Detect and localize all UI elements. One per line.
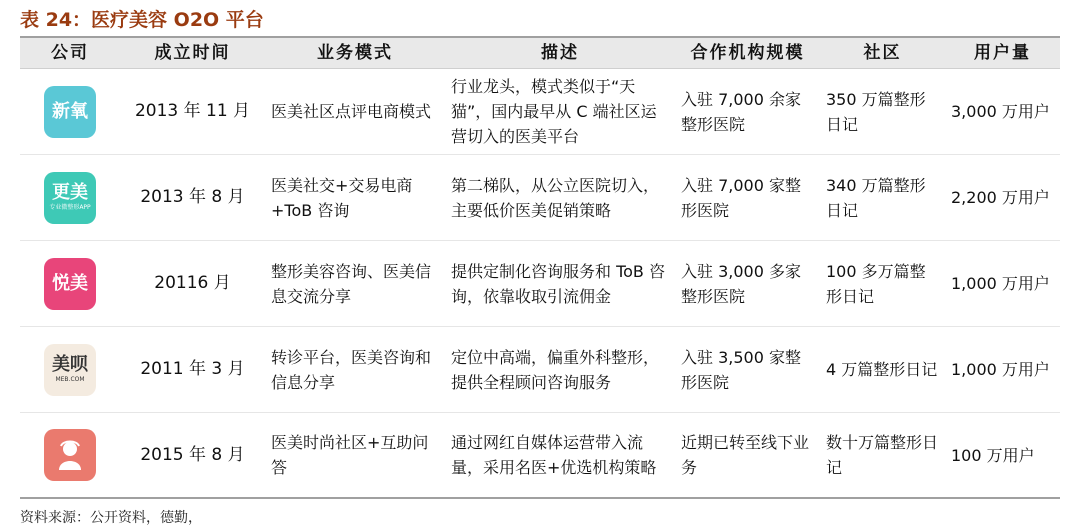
community-cell [820,327,945,412]
header-founded: 成立时间 [154,43,231,63]
yuemei-logo [44,258,96,310]
description-cell [445,69,675,154]
users-text: 1,000 万用户 [951,360,1050,379]
users-text: 100 万用户 [951,445,1035,465]
source-note: 资料来源：公开资料，德勤， [20,510,202,526]
partners-text: 近期已转至线下业务 [681,433,810,477]
logo-text: 更美 [52,181,88,203]
users-text: 3,000 万用户 [951,102,1050,121]
face-figure-icon [53,438,87,472]
community-text: 100 多万篇整形日记 [826,261,926,306]
description-cell [445,241,675,326]
community-cell [820,413,945,497]
users-cell [945,413,1060,497]
logo-text: 悦美 [52,272,88,294]
description-text: 通过网红自媒体运营带入流量，采用名医+优选机构策略 [451,433,657,477]
founded-cell [120,241,265,326]
partners-cell [675,241,820,326]
description-text: 行业龙头，模式类似于“天猫”，国内最早从 C 端社区运营切入的医美平台 [451,77,657,146]
founded-cell [120,327,265,412]
logo-subtext: MEB.COM [55,375,85,383]
company-cell [20,241,120,326]
gengmei-logo [44,172,96,224]
header-company: 公司 [51,43,89,63]
model-text: 医美社交+交易电商+ToB 咨询 [271,175,413,220]
community-text: 数十万篇整形日记 [826,433,939,477]
partners-text: 入驻 3,500 家整形医院 [681,347,801,392]
company-cell [20,69,120,154]
community-text: 340 万篇整形日记 [826,175,926,220]
model-cell [265,413,445,497]
founded-text: 2011 年 3 月 [140,359,245,379]
table-row [20,155,1060,241]
partners-cell [675,69,820,154]
model-cell [265,155,445,240]
table-row [20,327,1060,413]
table-row [20,69,1060,155]
founded-text: 20116 月 [154,273,231,293]
o2o-platform-table [20,36,1060,499]
company-cell [20,327,120,412]
community-cell [820,155,945,240]
users-text: 2,200 万用户 [951,188,1050,207]
users-cell [945,241,1060,326]
model-text: 转诊平台，医美咨询和信息分享 [271,347,432,392]
logo-subtext: 专业微整形APP [49,203,91,211]
partners-cell [675,327,820,412]
founded-text: 2013 年 8 月 [140,187,245,207]
description-text: 第二梯队，从公立医院切入，主要低价医美促销策略 [451,175,660,220]
table-title: 表 24：医疗美容 O2O 平台 [20,9,264,31]
users-text: 1,000 万用户 [951,274,1050,293]
description-cell [445,413,675,497]
table-row [20,413,1060,499]
company-cell [20,413,120,497]
header-community: 社区 [863,43,902,63]
founded-cell [120,413,265,497]
model-text: 整形美容咨询、医美信息交流分享 [271,261,432,306]
header-partner-scale: 合作机构规模 [690,43,805,63]
header-business-model: 业务模式 [317,43,393,63]
description-cell [445,155,675,240]
header-description: 描述 [541,43,579,63]
partners-text: 入驻 3,000 多家整形医院 [681,261,801,306]
model-text: 医美社区点评电商模式 [271,102,432,121]
model-cell [265,327,445,412]
description-text: 提供定制化咨询服务和 ToB 咨询，依靠收取引流佣金 [451,261,665,306]
users-cell [945,69,1060,154]
meibei-logo [44,344,96,396]
founded-cell [120,155,265,240]
description-cell [445,327,675,412]
description-text: 定位中高端，偏重外科整形，提供全程顾问咨询服务 [451,347,660,392]
partners-cell [675,413,820,497]
partners-text: 入驻 7,000 余家整形医院 [681,89,801,134]
model-text: 医美时尚社区+互助问答 [271,433,429,477]
founded-text: 2015 年 8 月 [140,444,245,465]
community-cell [820,69,945,154]
table-row [20,241,1060,327]
community-text: 350 万篇整形日记 [826,89,926,134]
users-cell [945,155,1060,240]
company-cell [20,155,120,240]
users-cell [945,327,1060,412]
soyoung-logo [44,86,96,138]
community-text: 4 万篇整形日记 [826,360,938,379]
model-cell [265,69,445,154]
logo-text: 美呗 [52,353,88,375]
founded-text: 2013 年 11 月 [134,101,251,121]
founded-cell [120,69,265,154]
figure-logo-icon [44,429,96,481]
partners-cell [675,155,820,240]
model-cell [265,241,445,326]
header-users: 用户量 [974,43,1031,63]
logo-text: 新氧 [52,100,88,122]
partners-text: 入驻 7,000 家整形医院 [681,175,801,220]
community-cell [820,241,945,326]
table-header [20,36,1060,69]
